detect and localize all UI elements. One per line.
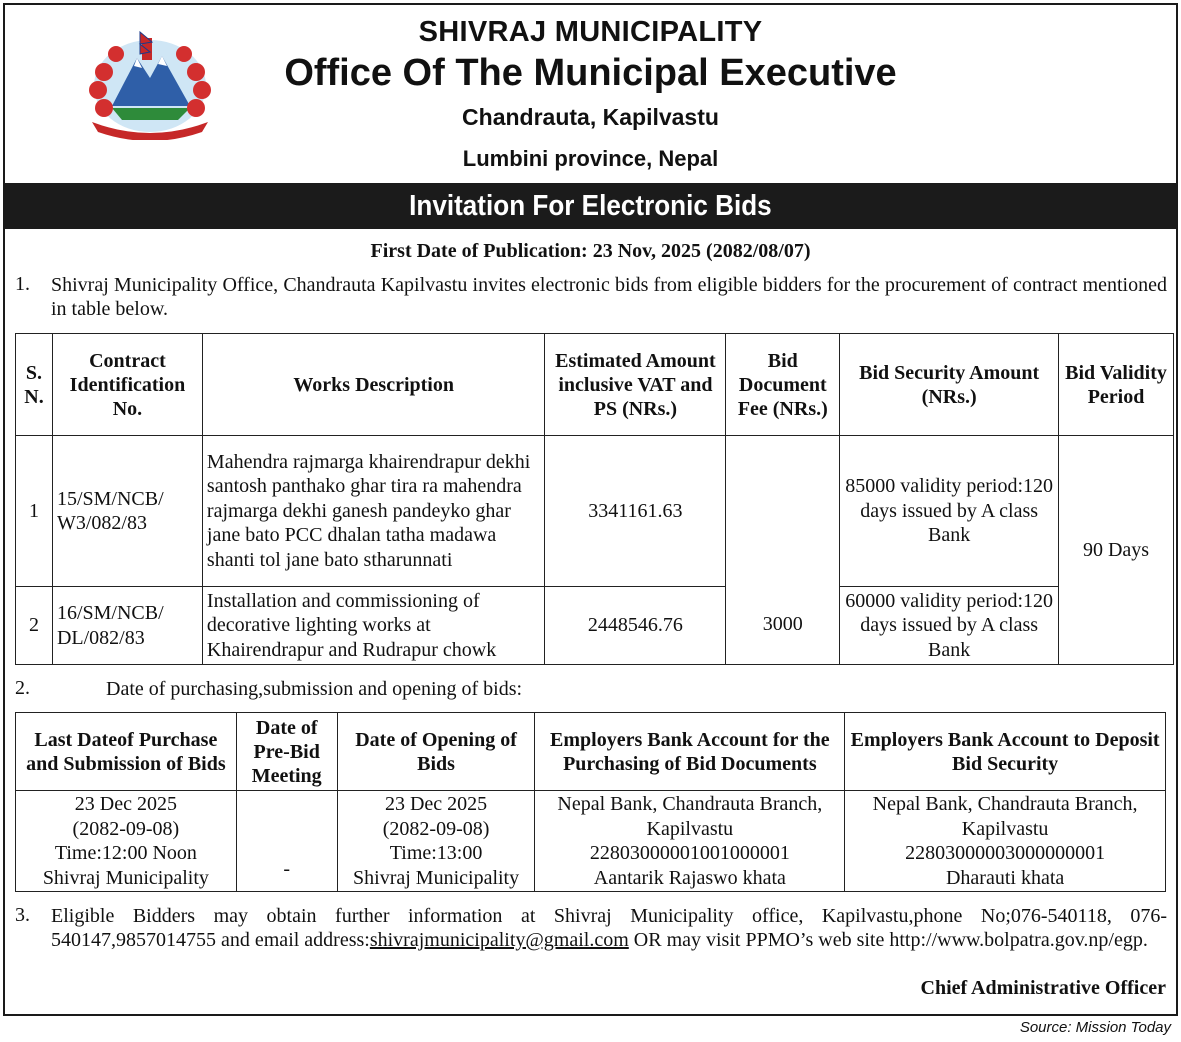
security-account-cell <box>845 791 1166 892</box>
table-row <box>16 587 1174 665</box>
header-sn: S. N. <box>16 334 53 436</box>
section-1-text: Shivraj Municipality Office, Chandrauta Kapilvastu invites electronic bids from eligible bidders for the procurement of contract mentioned in table below. <box>51 274 1167 320</box>
table-row <box>16 436 1174 587</box>
opening-line: Shivraj Municipality <box>353 866 520 889</box>
prebid-cell: - <box>236 791 337 892</box>
security-account-line: Dharauti khata <box>945 866 1065 889</box>
last-date-line: (2082-09-08) <box>72 817 180 840</box>
opening-cell <box>337 791 535 892</box>
last-date-line: Time:12:00 Noon <box>54 842 197 864</box>
row-security: 60000 validity period:120 days issued by A class Bank <box>840 587 1059 665</box>
purchase-account-line: Kapilvastu <box>646 817 734 840</box>
table-row <box>16 791 1166 892</box>
last-date-line: Shivraj Municipality <box>42 866 209 889</box>
office-title: Office Of The Municipal Executive <box>284 52 897 94</box>
purchase-account-line: Nepal Bank, Chandrauta Branch, <box>557 793 823 815</box>
section-2-number: 2. <box>15 677 30 699</box>
section-3-text <box>51 904 1167 952</box>
row-works: Installation and commissioning of decorative lighting works at Khairendrapur and Rudrapur chowk <box>202 587 545 665</box>
opening-line: (2082-09-08) <box>382 817 490 840</box>
row-security: 85000 validity period:120 days issued by A class Bank <box>840 436 1059 587</box>
header-estimate: Estimated Amount inclusive VAT and PS (NRs.) <box>545 334 726 436</box>
last-date-cell <box>16 791 237 892</box>
header-validity: Bid Validity Period <box>1059 334 1174 436</box>
signature: Chief Administrative Officer <box>920 977 1166 999</box>
bid-validity: 90 Days <box>1059 436 1174 665</box>
header-security-account: Employers Bank Account to Deposit Bid Security <box>845 713 1166 791</box>
section-3-text-before: Eligible Bidders may obtain further information at Shivraj Municipality office, Kapilvastu,phone No;076-540118, 076-540147,9857014755 and email address: <box>51 905 1167 951</box>
row-sn: 2 <box>16 587 53 665</box>
section-1-number: 1. <box>15 273 30 295</box>
row-sn: 1 <box>16 436 53 587</box>
purchase-account-line: 22803000001001000001 <box>589 842 790 864</box>
row-estimate: 2448546.76 <box>545 587 726 665</box>
notice-banner <box>5 183 1176 229</box>
security-account-line: Nepal Bank, Chandrauta Branch, <box>872 793 1138 815</box>
section-3-number: 3. <box>15 904 30 926</box>
source-credit: Source: Mission Today <box>1019 1019 1171 1036</box>
schedule-table <box>15 712 1166 892</box>
opening-line: Time:13:00 <box>389 842 483 864</box>
header-contract-id: Contract Identification No. <box>52 334 202 436</box>
municipality-name: SHIVRAJ MUNICIPALITY <box>418 16 763 48</box>
bid-fee: 3000 <box>726 436 840 665</box>
row-estimate: 3341161.63 <box>545 436 726 587</box>
header-works: Works Description <box>202 334 545 436</box>
contract-table <box>15 333 1174 665</box>
header-purchase-account: Employers Bank Account for the Purchasing of Bid Documents <box>535 713 845 791</box>
header-prebid: Date of Pre-Bid Meeting <box>236 713 337 791</box>
purchase-account-cell <box>535 791 845 892</box>
banner-title: Invitation For Electronic Bids <box>409 190 772 222</box>
section-2-text: Date of purchasing,submission and opening of bids: <box>106 678 523 700</box>
row-contract-id: 15/SM/NCB/ W3/082/83 <box>52 436 202 587</box>
office-location: Chandrauta, Kapilvastu <box>462 104 719 130</box>
office-province: Lumbini province, Nepal <box>462 146 719 171</box>
contract-table-header <box>16 334 1174 436</box>
header-fee: Bid Document Fee (NRs.) <box>726 334 840 436</box>
row-contract-id: 16/SM/NCB/ DL/082/83 <box>52 587 202 665</box>
security-account-line: 22803000003000000001 <box>905 842 1106 864</box>
security-account-line: Kapilvastu <box>961 817 1049 840</box>
header-security: Bid Security Amount (NRs.) <box>840 334 1059 436</box>
header-opening: Date of Opening of Bids <box>337 713 535 791</box>
opening-line: 23 Dec 2025 <box>384 793 488 815</box>
section-3-text-after: OR may visit PPMO’s web site http://www.bolpatra.gov.np/egp. <box>628 929 1148 951</box>
row-works: Mahendra rajmarga khairendrapur dekhi santosh panthako ghar tira ra mahendra rajmarga dekhi ganesh pandeyko ghar jane bato PCC dhalan tatha madawa shanti tol jane bato stharunnati <box>202 436 545 587</box>
purchase-account-line: Aantarik Rajaswo khata <box>593 866 786 889</box>
last-date-line: 23 Dec 2025 <box>74 793 177 815</box>
header-last-date: Last Dateof Purchase and Submission of Bids <box>16 713 237 791</box>
email-link[interactable]: shivrajmunicipality@gmail.com <box>369 929 629 951</box>
publication-date: First Date of Publication: 23 Nov, 2025 (2082/08/07) <box>370 240 811 262</box>
schedule-table-header <box>16 713 1166 791</box>
